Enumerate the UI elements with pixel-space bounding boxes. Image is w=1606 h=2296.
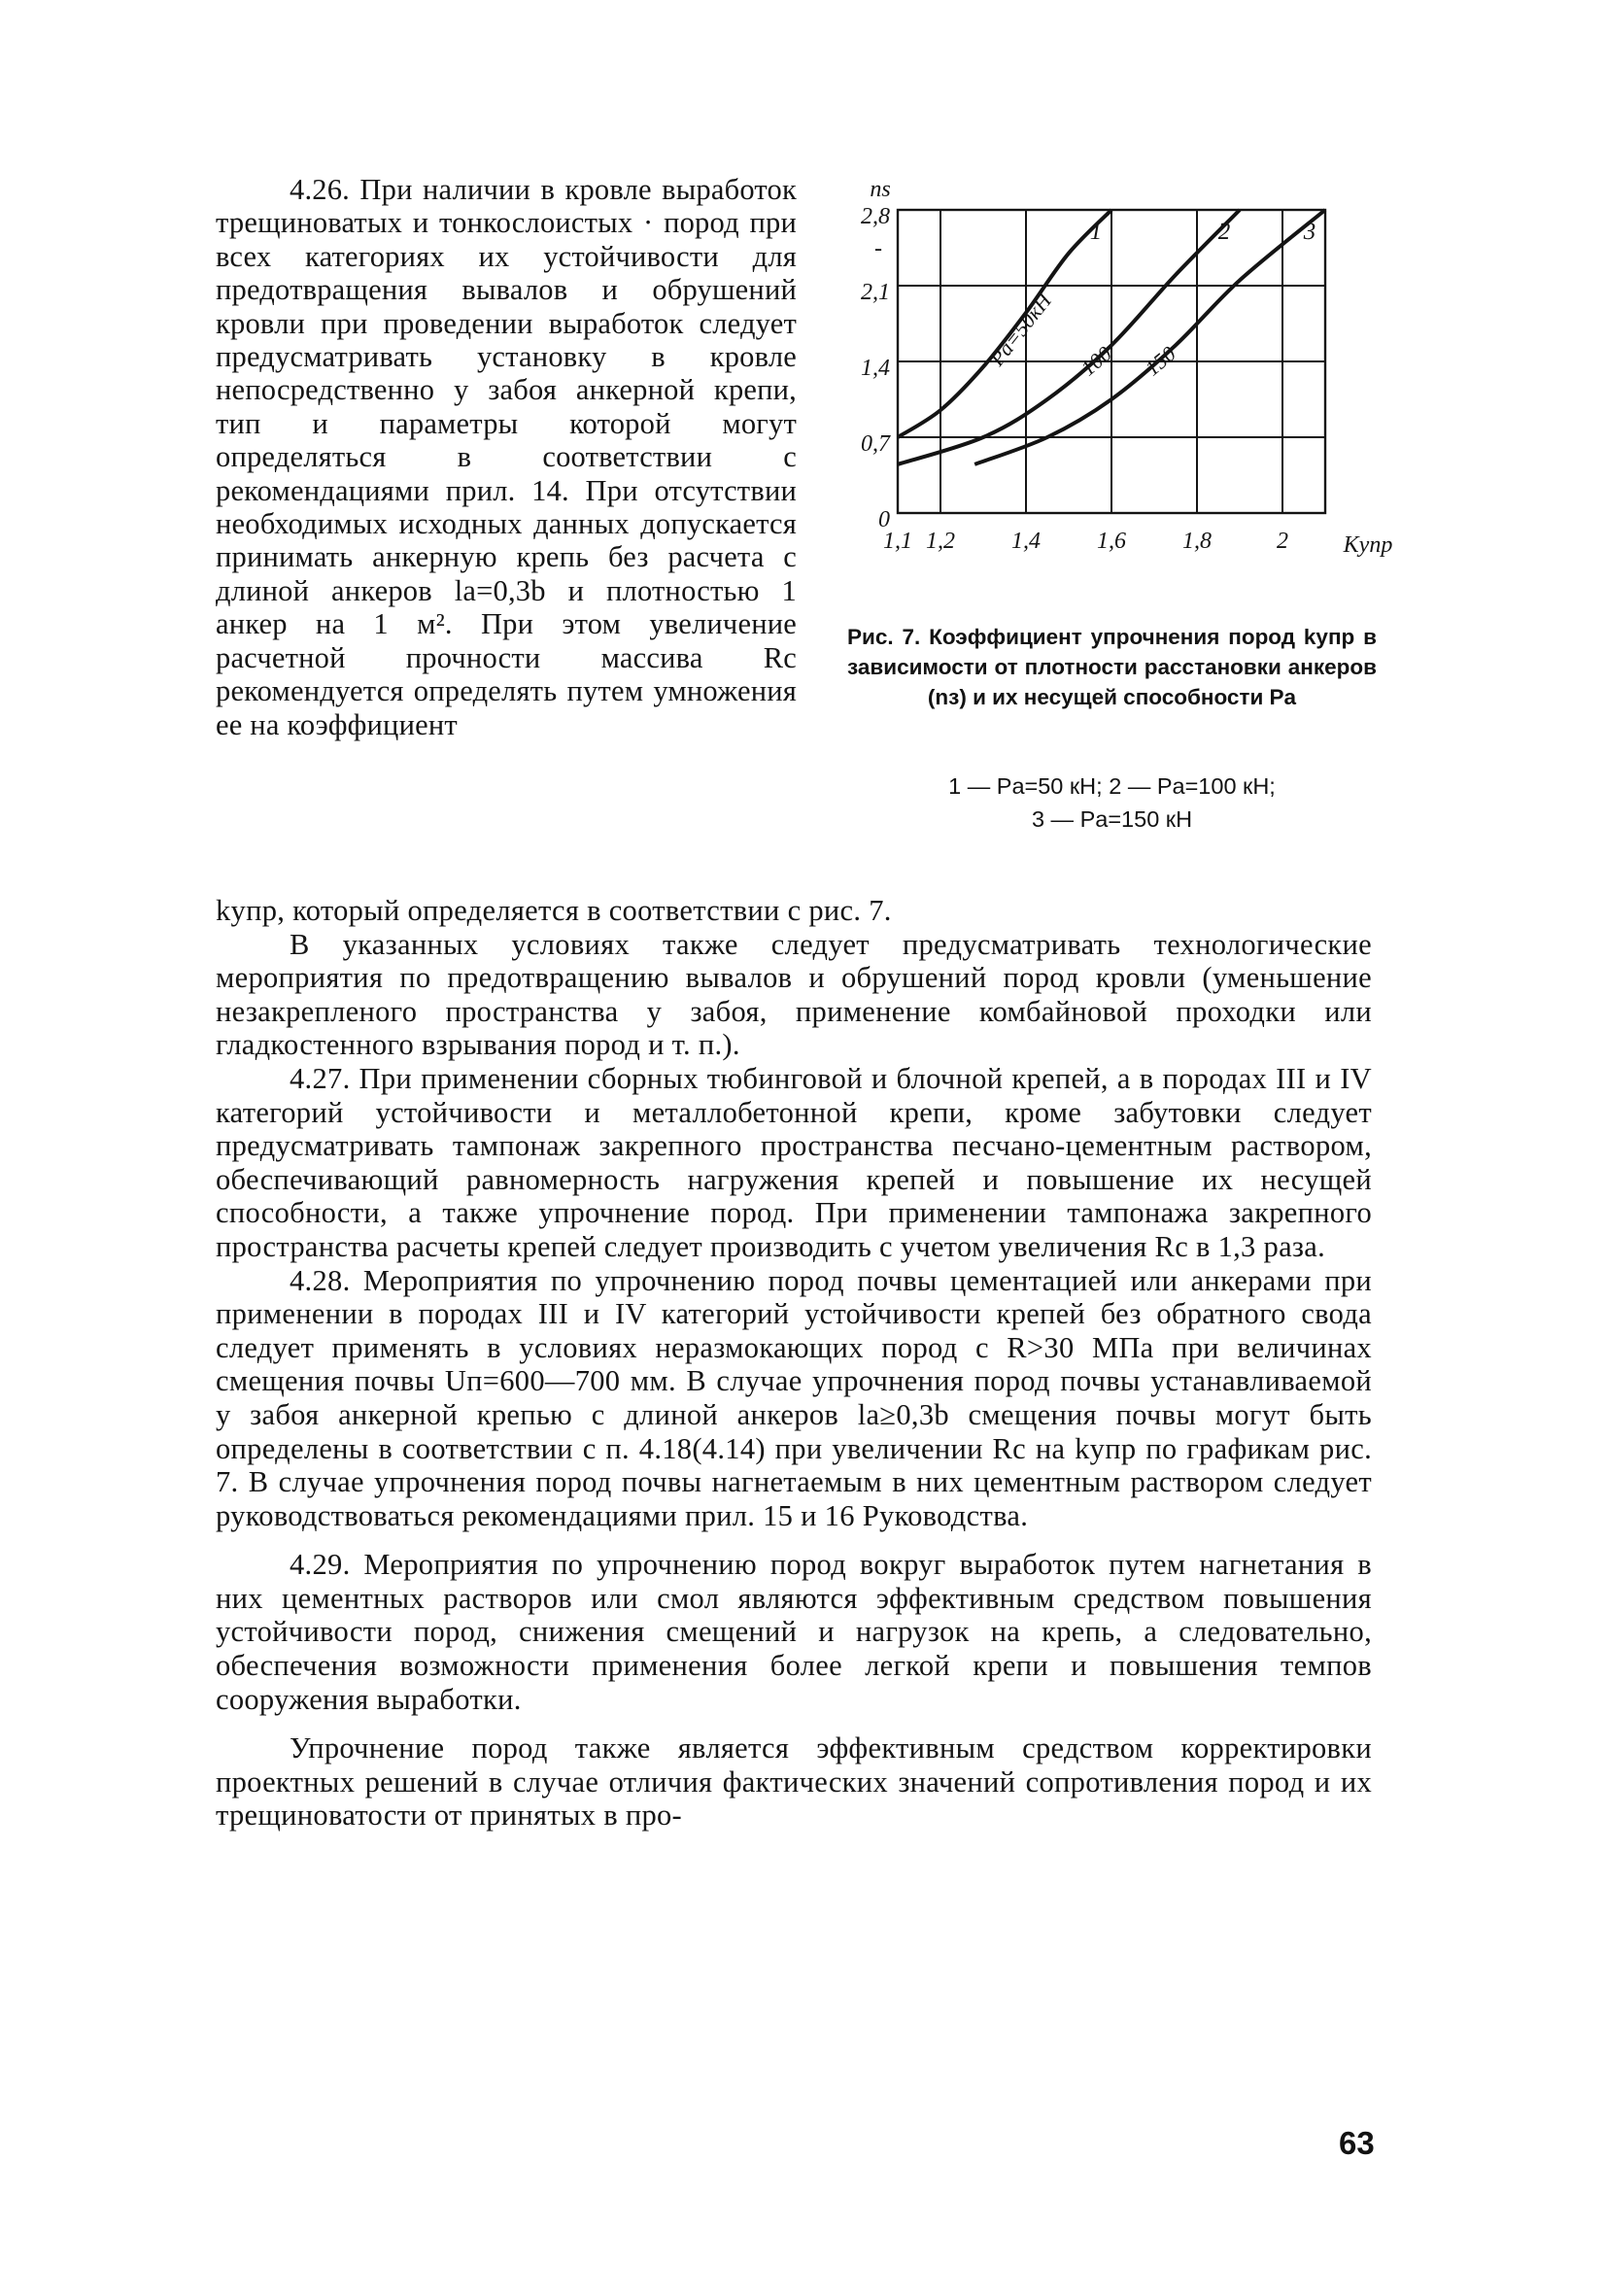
y-tick-label: 0: [878, 507, 890, 532]
figure-caption: [847, 622, 1377, 712]
figure-legend: [847, 770, 1377, 836]
y-tick-label: 2,1: [861, 280, 890, 305]
series-label-2: 100: [1076, 341, 1116, 381]
series-label-3: 150: [1140, 341, 1180, 381]
paragraph-4-27: 4.27. При применении сборных тюбинговой и блочной крепей, а в породах III и IV категорий устойчивости и металлобетонной крепи, кроме забутовки следует предусматривать тампонаж закрепного пространства песчано-цементным раствором, обеспечивающий равномерность нагружения крепей и повышение их несущей способности, а также упрочнение пород. При применении тампонажа закрепного пространства расчеты крепей следует производить с учетом увеличения Rс в 1,3 раза.: [216, 1061, 1372, 1263]
x-tick-label: 1,1: [883, 529, 912, 554]
x-tick-label: 1,2: [926, 529, 955, 554]
caption-text: Рис. 7. Коэффициент упрочнения пород kупр в зависимости от плотности расстановки анкеров (nз) и их несущей способности Pа: [847, 625, 1377, 709]
left-text-column: [216, 173, 797, 741]
paragraph-4-28: 4.28. Мероприятия по упрочнению пород почвы цементацией или анкерами при применении в породах III и IV категорий устойчивости крепей без обратного свода следует применять в условиях неразмокающих пород с R>30 МПа при величинах смещения почвы Uп=600—700 мм. В случае упрочнения пород почвы устанавливаемой у забоя анкерной крепью с длиной анкеров lа≥0,3b смещения почвы могут быть определены в соответствии с п. 4.18(4.14) при увеличении Rс на kупр по графикам рис. 7. В случае упрочнения пород почвы нагнетаемым в них цементным раствором следует руководствоваться рекомендациями прил. 15 и 16 Руководства.: [216, 1263, 1372, 1532]
paragraph-conditions: В указанных условиях также следует предусматривать технологические мероприятия по предотвращению вывалов и обрушений пород кровли (уменьшение незакрепленого пространства у забоя, применение комбайновой проходки или гладкостенного взрывания пород и т. п.).: [216, 927, 1372, 1062]
main-text: [216, 894, 1372, 1833]
paragraph-4-26-continuation: kупр, который определяется в соответствии с рис. 7.: [216, 894, 892, 927]
y-axis-label: ns: [870, 177, 891, 202]
y-tick-label: 2,8: [861, 204, 890, 229]
y-tick-label: 0,7: [861, 431, 890, 457]
series-number-1: 1: [1089, 219, 1103, 245]
x-tick-label: 1,8: [1182, 529, 1212, 554]
series-curve-1: [898, 210, 1111, 437]
paragraph-4-26: 4.26. При наличии в кровле выработок трещиноватых и тонкослоистых · пород при всех категориях их устойчивости для предотвращения вывалов и обрушений кровли при проведении выработок следует предусматривать установку в кровле непосредственно у забоя анкерной крепи, тип и параметры которой могут определяться в соответствии с рекомендациями прил. 14. При отсутствии необходимых исходных данных допускается принимать анкерную крепь без расчета с длиной анкеров lа=0,3b и плотностью 1 анкер на 1 м². При этом увеличение расчетной прочности массива Rс рекомендуется определять путем умножения ее на коэффициент: [216, 173, 797, 741]
x-tick-label: 2: [1277, 529, 1288, 554]
series-number-3: 3: [1303, 219, 1316, 245]
paragraph-strengthening: Упрочнение пород также является эффективным средством корректировки проектных решений в случае отличия фактических значений сопротивления пород и их трещиноватости от принятых в про-: [216, 1731, 1372, 1833]
legend-line-2: 3 — Pа=150 кН: [1031, 806, 1193, 832]
series-number-2: 2: [1217, 219, 1231, 245]
series-label-1: Pа=50кН: [984, 288, 1057, 371]
figure-7-chart: [847, 163, 1393, 571]
x-axis-label: Kупр: [1343, 532, 1393, 558]
x-tick-label: 1,6: [1097, 529, 1126, 554]
chart-svg: [847, 163, 1393, 571]
y-tick-label: 1,4: [861, 356, 890, 381]
page-number: 63: [1339, 2125, 1375, 2161]
y-extra-tick: -: [874, 236, 882, 261]
x-tick-label: 1,4: [1011, 529, 1041, 554]
legend-line-1: 1 — Pа=50 кН; 2 — Pа=100 кН;: [948, 773, 1276, 799]
paragraph-4-29: 4.29. Мероприятия по упрочнению пород вокруг выработок путем нагнетания в них цементных растворов или смол являются эффективным средством повышения устойчивости пород, снижения смещений и нагрузок на крепь, а следовательно, обеспечения возможности применения более легкой крепи и повышения темпов сооружения выработки.: [216, 1548, 1372, 1716]
